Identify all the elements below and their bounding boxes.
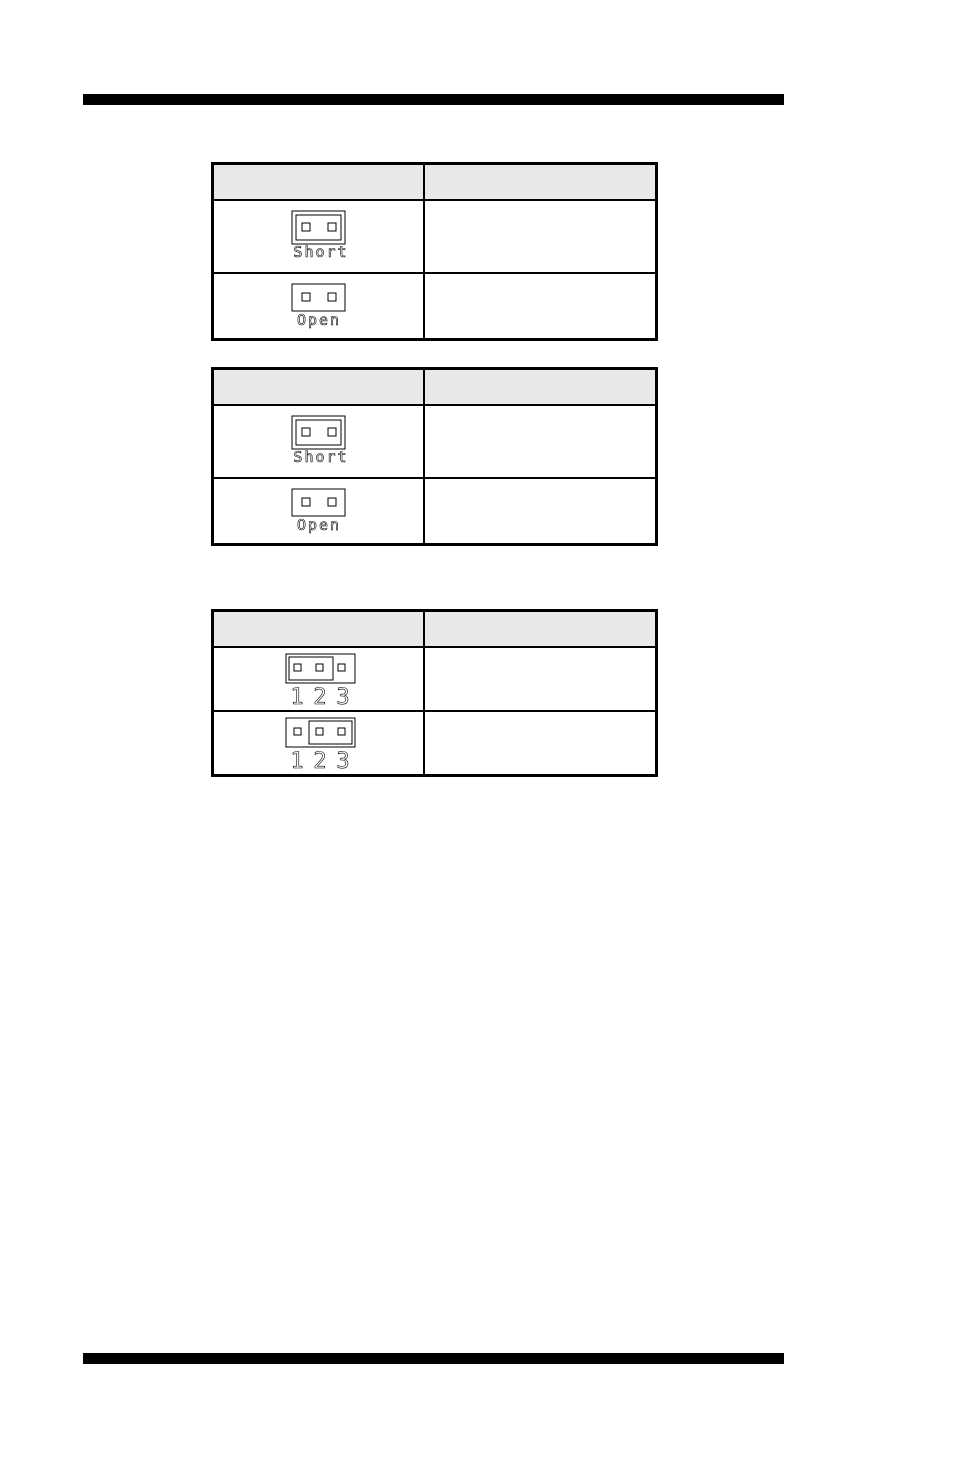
pin-number: 2 bbox=[313, 749, 327, 772]
header-rule bbox=[83, 94, 784, 105]
jumper-table-2 bbox=[211, 367, 658, 546]
description-cell bbox=[424, 405, 657, 478]
table-row bbox=[213, 478, 657, 544]
table-header-row bbox=[213, 164, 657, 201]
jumper-figure-cell bbox=[213, 405, 424, 478]
jumper-figure-cell bbox=[213, 647, 424, 711]
description-cell bbox=[424, 711, 657, 775]
jumper-label: Short bbox=[293, 448, 349, 466]
header-cell-setting bbox=[213, 369, 424, 406]
pin-number: 3 bbox=[336, 749, 350, 772]
pin-number: 2 bbox=[313, 685, 327, 708]
footer-rule bbox=[83, 1353, 784, 1364]
jumper-figure-cell bbox=[213, 478, 424, 544]
table-row bbox=[213, 711, 657, 775]
pin-number: 3 bbox=[336, 685, 350, 708]
jumper-label: Open bbox=[297, 311, 342, 329]
table-row bbox=[213, 647, 657, 711]
table-row bbox=[213, 200, 657, 273]
jumper-short-icon bbox=[278, 201, 358, 263]
table-row bbox=[213, 405, 657, 478]
table-header-row bbox=[213, 611, 657, 648]
jumper-label: Open bbox=[297, 516, 342, 534]
pin-number: 1 bbox=[290, 685, 304, 708]
jumper-label: Short bbox=[293, 243, 349, 261]
header-cell-function bbox=[424, 369, 657, 406]
header-cell-setting bbox=[213, 611, 424, 648]
jumper-2-3-short-icon bbox=[273, 712, 363, 772]
table-row bbox=[213, 273, 657, 339]
header-cell-function bbox=[424, 164, 657, 201]
jumper-table-3 bbox=[211, 609, 658, 777]
jumper-figure-cell bbox=[213, 273, 424, 339]
jumper-open-icon bbox=[278, 274, 358, 332]
pin-number: 1 bbox=[290, 749, 304, 772]
description-cell bbox=[424, 478, 657, 544]
header-cell-function bbox=[424, 611, 657, 648]
jumper-figure-cell bbox=[213, 200, 424, 273]
header-cell-setting bbox=[213, 164, 424, 201]
table-header-row bbox=[213, 369, 657, 406]
jumper-open-icon bbox=[278, 479, 358, 537]
jumper-short-icon bbox=[278, 406, 358, 468]
jumper-1-2-short-icon bbox=[273, 648, 363, 708]
jumper-figure-cell bbox=[213, 711, 424, 775]
description-cell bbox=[424, 647, 657, 711]
jumper-table-1 bbox=[211, 162, 658, 341]
description-cell bbox=[424, 273, 657, 339]
description-cell bbox=[424, 200, 657, 273]
